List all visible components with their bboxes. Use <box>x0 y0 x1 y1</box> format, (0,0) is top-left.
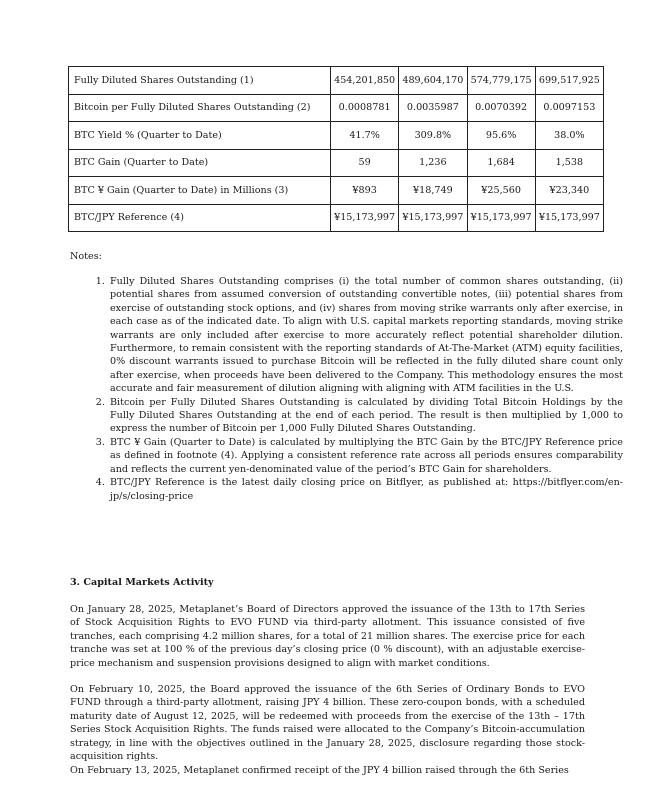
table-row <box>69 149 604 177</box>
table-cell: 1,538 <box>535 149 603 177</box>
note-item: 2. Bitcoin per Fully Diluted Shares Outstanding is calculated by dividing Total Bitcoin Holdings by the Fully Diluted Shares Outstanding at the end of each period. The result is then multiplied by 1,000 to express the number of Bitcoin per 1,000 Fully Diluted Shares Outstanding. <box>108 396 623 436</box>
table-row <box>69 204 604 232</box>
table-cell: 38.0% <box>535 122 603 150</box>
table-cell: 309.8% <box>399 122 467 150</box>
table-cell: 1,684 <box>467 149 535 177</box>
table-cell: ¥15,173,997 <box>399 204 467 232</box>
row-label: BTC ¥ Gain (Quarter to Date) in Millions (3) <box>69 177 331 205</box>
table-cell: 0.0070392 <box>467 94 535 122</box>
table-cell: ¥25,560 <box>467 177 535 205</box>
table-cell: 1,236 <box>399 149 467 177</box>
table-cell: 41.7% <box>331 122 399 150</box>
table-row <box>69 67 604 95</box>
table-row <box>69 177 604 205</box>
table-cell: ¥15,173,997 <box>331 204 399 232</box>
table-cell: 0.0035987 <box>399 94 467 122</box>
table-cell: 0.0008781 <box>331 94 399 122</box>
row-label: BTC Gain (Quarter to Date) <box>69 149 331 177</box>
table-cell: ¥23,340 <box>535 177 603 205</box>
row-label: Bitcoin per Fully Diluted Shares Outstanding (2) <box>69 94 331 122</box>
paragraph: On January 28, 2025, Metaplanet’s Board of Directors approved the issuance of the 13th to 17th Series of Stock Acquisition Rights to EVO FUND via third-party allotment. This issuance consisted of five tranches, each comprising 4.2 million shares, for a total of 21 million shares. The exercise price for each tranche was set at 100 % of the previous day’s closing price (0 % discount), with an adjustable exercise-price mechanism and suspension provisions designed to align with market conditions. <box>70 604 585 669</box>
table-cell: ¥893 <box>331 177 399 205</box>
table-cell: 0.0097153 <box>535 94 603 122</box>
table-cell: ¥18,749 <box>399 177 467 205</box>
table-cell: 574,779,175 <box>467 67 535 95</box>
row-label: BTC/JPY Reference (4) <box>69 204 331 232</box>
paragraph: On February 10, 2025, the Board approved the issuance of the 6th Series of Ordinary Bonds to EVO FUND through a third-party allotment, raising JPY 4 billion. These zero-coupon bonds, with a scheduled maturity date of August 12, 2025, will be redeemed with proceeds from the exercise of the 13th – 17th Series Stock Acquisition Rights. The funds raised were allocated to the Company’s Bitcoin-accumulation strategy, in line with the objectives outlined in the January 28, 2025, disclosure regarding those stock-acquisition rights. <box>70 684 585 763</box>
metrics-table <box>68 66 604 232</box>
row-label: Fully Diluted Shares Outstanding (1) <box>69 67 331 95</box>
notes-heading: Notes: <box>70 251 102 262</box>
note-item: 4. BTC/JPY Reference is the latest daily closing price on Bitflyer, as published at: https://bitflyer.com/en-jp/s/closing-price <box>108 476 623 503</box>
table-row <box>69 122 604 150</box>
paragraph: On February 13, 2025, Metaplanet confirmed receipt of the JPY 4 billion raised through the 6th Series <box>70 765 569 776</box>
table-cell: 59 <box>331 149 399 177</box>
section-heading: 3. Capital Markets Activity <box>70 577 214 588</box>
table-cell: 454,201,850 <box>331 67 399 95</box>
table-cell: 95.6% <box>467 122 535 150</box>
table-cell: 699,517,925 <box>535 67 603 95</box>
row-label: BTC Yield % (Quarter to Date) <box>69 122 331 150</box>
table-cell: ¥15,173,997 <box>467 204 535 232</box>
table-cell: 489,604,170 <box>399 67 467 95</box>
note-item: 3. BTC ¥ Gain (Quarter to Date) is calculated by multiplying the BTC Gain by the BTC/JPY Reference price as defined in footnote (4). Applying a consistent reference rate across all periods ensures comparability and reflects the current yen-denominated value of the period’s BTC Gain for shareholders. <box>108 436 623 476</box>
table-row <box>69 94 604 122</box>
table-cell: ¥15,173,997 <box>535 204 603 232</box>
notes-list <box>70 275 623 503</box>
note-item: 1. Fully Diluted Shares Outstanding comprises (i) the total number of common shares outstanding, (ii) potential shares from assumed conversion of outstanding convertible notes, (iii) potential shares from exercise of outstanding stock options, and (iv) shares from moving strike warrants only after exercise, in each case as of the indicated date. To align with U.S. capital markets reporting standards, moving strike warrants are only included after exercise to more accurately reflect potential shareholder dilution. Furthermore, to remain consistent with the reporting standards of At-The-Market (ATM) equity facilities, 0% discount warrants issued to purchase Bitcoin will be reflected in the fully diluted share count only after exercise, when proceeds have been delivered to the Company. This methodology ensures the most accurate and fair measurement of dilution aligning with aligning with ATM facilities in the U.S. <box>108 275 623 396</box>
